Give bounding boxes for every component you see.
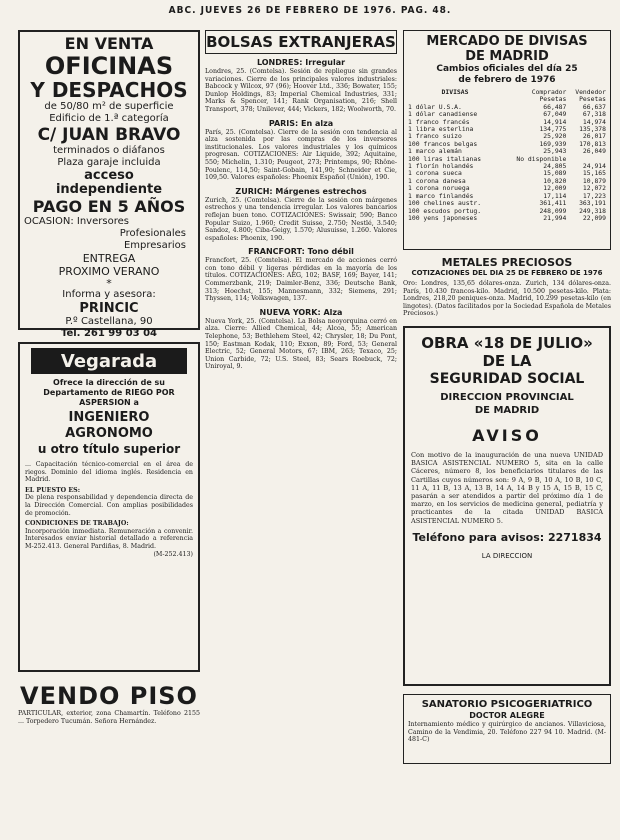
divisa-vendedor: 67,318 bbox=[582, 110, 606, 119]
section-text: Nueva York, 25. (Comtelsa). La Bolsa neoyorquina cerró en alza. Cierre: Allied Chemical, 44; Alcoa, 55; American Telephone, 53; Bethlehem Steel, 42; Chrysler, 18; Du Pont, 150; Eastman Kodak, 110; Exxon, 89; Ford, 53; General Electric, 52; General Motors, 67; IBM, 263; Texaco, 25; Union Carbide, 72; U.S. Steel, 83; Sears Roebuck, 72; Uniroyal, 9. bbox=[205, 317, 397, 371]
bolsas-title-box bbox=[205, 30, 397, 54]
divisa-vendedor: 26,017 bbox=[582, 132, 606, 141]
divisa-name: 100 liras italianas bbox=[408, 154, 482, 163]
vendo-title: VENDO PISO bbox=[20, 682, 198, 710]
venta-line-7: terminados o diáfanos bbox=[53, 145, 165, 156]
col-header-divisas: DIVISAS bbox=[441, 88, 469, 96]
metales-title: METALES PRECIOSOS bbox=[441, 256, 573, 269]
divisa-name: 1 corona noruega bbox=[408, 184, 470, 193]
divisa-vendedor: 363,191 bbox=[579, 199, 606, 208]
ad-vendo-piso bbox=[18, 682, 200, 725]
section-head: ZURICH: Márgenes estrechos bbox=[235, 186, 367, 196]
ad-sanatorio bbox=[403, 694, 611, 764]
column-right bbox=[403, 30, 611, 835]
divisa-comprador: 248,099 bbox=[539, 206, 567, 215]
divisa-name: 100 escudos portug. bbox=[408, 206, 482, 215]
obra-text: Con motivo de la inauguración de una nueva UNIDAD BASICA ASISTENCIAL NUMERO 5, sita en la calle Cáceres, número 8, los beneficiarios titulares de las Cartillas cuyos números son: 9 A, 9 B, 10 A, 10 B, 10 C, 11 A, 11 B, 13 A, 13 B, 14 A, 14 B y 15 A, 15 B, 15 C, pasarán a ser atendidos a partir del próximo día 1 de marzo, en los servicios de medicina general, pediatría y practicantes de la citada UNIDAD BASICA ASISTENCIAL NUMERO 5. bbox=[411, 450, 603, 525]
divisa-name: 1 franco francés bbox=[408, 117, 470, 126]
divisa-comprador: 17,114 bbox=[543, 191, 567, 200]
divisa-vendedor: 135,378 bbox=[579, 125, 606, 134]
section-head: PARIS: En alza bbox=[268, 118, 334, 128]
venta-line-16: PROXIMO VERANO bbox=[58, 265, 160, 278]
venta-line-11: PAGO EN 5 AÑOS bbox=[32, 197, 186, 216]
venta-line-14: Empresarios bbox=[123, 240, 186, 251]
col-header-vendedor: Vendedor bbox=[575, 88, 606, 96]
venta-line-12: OCASION: Inversores bbox=[24, 216, 129, 227]
venta-line-2: OFICINAS bbox=[44, 52, 174, 80]
divisa-name: 1 franco suizo bbox=[408, 132, 462, 141]
bolsa-section-paris bbox=[205, 119, 397, 182]
divisa-name: 1 corona sueca bbox=[408, 169, 462, 178]
vegarada-body-1: ... Capacitación técnico-comercial en el área de riegos. Dominio del idioma inglés. Residencia en Madrid. bbox=[25, 461, 193, 484]
venta-line-13: Profesionales bbox=[119, 228, 186, 239]
divisa-comprador: 12,009 bbox=[543, 184, 567, 193]
obra-firma: LA DIRECCION bbox=[481, 551, 533, 560]
obra-telefono: Teléfono para avisos: 2271834 bbox=[412, 530, 602, 544]
divisa-vendedor: 14,974 bbox=[582, 117, 606, 126]
ad-obra-18-julio bbox=[403, 326, 611, 686]
vegarada-logo-text: Vegarada bbox=[60, 350, 158, 372]
sanatorio-title: SANATORIO PSICOGERIATRICO bbox=[421, 698, 593, 710]
divisa-vendedor: 170,813 bbox=[579, 139, 606, 148]
bolsas-title: BOLSAS EXTRANJERAS bbox=[206, 33, 396, 51]
divisa-name: 100 francos belgas bbox=[408, 139, 478, 148]
divisas-sub-2: de febrero de 1976 bbox=[458, 75, 556, 85]
section-head: FRANCFORT: Tono débil bbox=[248, 247, 354, 257]
obra-line-5: DE MADRID bbox=[474, 404, 540, 416]
metales-text: Oro: Londres, 135,65 dólares-onza. Zurich, 134 dólares-onza. París, 10.430 francos-kilo. Madrid, 10.500 pesetas-kilo. Plata: Londres, 218,20 peniques-onza. Madrid, 10.299 pesetas-kilo (en lingotes). (Datos facilitados por la Sociedad Española de Metales Preciosos.) bbox=[403, 280, 611, 318]
divisa-comprador: 25,920 bbox=[543, 132, 567, 141]
section-text: París, 25. (Comtelsa). Cierre de la sesión con tendencia al alza sostenida por las compras de los inversores institucionales. Los valores industriales y los químicos progresan. COTIZACIONES: Air Liquide, 392; Aquitaine, 550; Michelin, 1.310; Peugeot, 273; Printemps, 90; Rhône-Poulenc, 114,50; Saint-Gobain, 141,90; Schneider et Cie, 109,50. Valores españoles: Phoenix Español (Unión), 190. bbox=[205, 128, 397, 182]
divisa-name: 1 dólar U.S.A. bbox=[408, 102, 462, 111]
divisa-comprador: 21,994 bbox=[543, 213, 567, 222]
divisa-name: 1 marco alemán bbox=[408, 147, 462, 156]
divisa-comprador: 15,089 bbox=[543, 169, 567, 178]
obra-aviso: AVISO bbox=[472, 425, 542, 445]
venta-line-3: Y DESPACHOS bbox=[30, 78, 188, 102]
col-header-comprador: Comprador bbox=[531, 88, 567, 96]
divisa-vendedor: 10,879 bbox=[582, 176, 606, 185]
venta-line-1: EN VENTA bbox=[64, 34, 154, 53]
venta-line-20: P.º Castellana, 90 bbox=[65, 316, 153, 327]
ad-vegarada bbox=[18, 342, 200, 672]
vegarada-body-3: Incorporación inmediata. Remuneración a convenir. Interesados enviar historial detallado a referencia M-252.413. General Pardiñas, 8. Madrid. bbox=[25, 527, 193, 550]
section-text: Zurich, 25. (Comtelsa). Cierre de la sesión con márgenes estrechos y una tendencia irregular. Los valores bancarios reflejan buen tono. COTIZACIONES: Swissair, 590; Banco Popular Suizo, 1.960; Credit Suisse, 2.750; Nestlé, 3.540; Sandoz, 4.800; Ciba-Geigy, 1.570; Alusuisse, 1.260. Valores españoles: Phoenix, 190. bbox=[205, 196, 397, 242]
section-head: LONDRES: Irregular bbox=[256, 58, 346, 67]
divisa-comprador: 25,943 bbox=[543, 147, 567, 156]
divisa-name: 100 yens japoneses bbox=[408, 213, 478, 222]
venta-line-8: Plaza garaje incluida bbox=[57, 157, 161, 168]
divisa-name: 1 corona danesa bbox=[408, 176, 466, 185]
vegarada-puesto-label: EL PUESTO ES: bbox=[25, 486, 81, 494]
bolsa-section-londres bbox=[205, 58, 397, 114]
divisa-vendedor: 22,099 bbox=[582, 213, 606, 222]
column-left bbox=[18, 30, 200, 835]
vegarada-body-2: De plena responsabilidad y dependencia directa de la Dirección Comercial. Con amplias posibilidades de promoción. bbox=[25, 494, 193, 517]
venta-line-15: ENTREGA bbox=[82, 252, 136, 265]
bolsa-section-zurich bbox=[205, 187, 397, 243]
venta-line-5: Edificio de 1.ª categoría bbox=[49, 113, 169, 124]
section-head: NUEVA YORK: Alza bbox=[259, 307, 343, 317]
unit-vendedor: Pesetas bbox=[579, 95, 606, 104]
venta-line-6: C/ JUAN BRAVO bbox=[37, 125, 181, 145]
divisa-comprador: 67,049 bbox=[543, 110, 567, 119]
divisa-name: 100 chelines austr. bbox=[408, 199, 482, 208]
divisa-vendedor: 26,049 bbox=[582, 147, 606, 156]
venta-line-18: Informa y asesora: bbox=[62, 289, 156, 300]
divisas-table bbox=[408, 89, 606, 222]
divisa-name: 1 dólar canadiense bbox=[408, 110, 478, 119]
column-bolsas bbox=[205, 30, 397, 835]
vendo-text: PARTICULAR, exterior, zona Chamartín. Teléfono 2155 ... Torpedero Tucumán. Señora Hernández. bbox=[18, 710, 200, 725]
vegarada-title: INGENIERO AGRONOMO bbox=[65, 410, 153, 441]
page-header: ABC. JUEVES 26 DE FEBRERO DE 1976. PAG. 48. bbox=[168, 5, 452, 16]
obra-line-2: DE LA bbox=[482, 351, 532, 370]
divisa-comprador: 169,939 bbox=[539, 139, 567, 148]
divisa-comprador: 361,411 bbox=[539, 199, 567, 208]
divisa-vendedor: 17,223 bbox=[582, 191, 606, 200]
divisas-sub-1: Cambios oficiales del día 25 bbox=[436, 64, 578, 74]
venta-line-19: PRINCIC bbox=[79, 301, 139, 316]
venta-line-17: * bbox=[106, 277, 112, 290]
divisa-vendedor: 12,072 bbox=[582, 184, 606, 193]
bolsa-section-francfort bbox=[205, 247, 397, 303]
ad-en-venta bbox=[18, 30, 200, 339]
sanatorio-text: Internamiento médico y quirúrgico de ancianos. Villaviciosa, Camino de la Vendimia, 20. Teléfono 227 94 10. Madrid. (M-481-C) bbox=[408, 720, 606, 744]
venta-line-4: de 50/80 m² de superficie bbox=[44, 101, 174, 112]
divisa-vendedor: 15,165 bbox=[582, 169, 606, 178]
divisas-title-2: DE MADRID bbox=[465, 49, 549, 64]
metales-preciosos bbox=[403, 256, 611, 318]
venta-line-21: Tel. 261 99 03 04 bbox=[60, 328, 158, 339]
bolsa-section-nueva-york bbox=[205, 308, 397, 371]
metales-sub: COTIZACIONES DEL DIA 25 DE FEBRERO DE 1976 bbox=[411, 269, 603, 277]
vegarada-subtitle: u otro título superior bbox=[37, 442, 181, 456]
sanatorio-sub: DOCTOR ALEGRE bbox=[469, 710, 545, 720]
divisa-vendedor: 249,318 bbox=[579, 206, 606, 215]
vegarada-condiciones-label: CONDICIONES DE TRABAJO: bbox=[25, 520, 129, 528]
divisa-name: 1 libra esterlina bbox=[408, 125, 474, 134]
divisas-title-1: MERCADO DE DIVISAS bbox=[426, 34, 588, 49]
venta-line-10: independiente bbox=[55, 182, 163, 197]
divisas-box bbox=[403, 30, 611, 250]
divisa-comprador: 66,487 bbox=[543, 102, 567, 111]
divisa-comprador: 24,805 bbox=[543, 162, 567, 171]
unit-comprador: Pesetas bbox=[539, 95, 567, 104]
vegarada-ref: (M-252.413) bbox=[153, 550, 193, 558]
divisa-name: 1 marco finlandés bbox=[408, 191, 474, 200]
section-text: Londres, 25. (Comtelsa). Sesión de repliegue sin grandes variaciones. Cierre de los principales valores industriales: Babcock y Wilcox, 97 (96); Hoover Ltd., 336; Bowater, 155; Dunlop Holdings, 83; Imperial Chemical Industries, 331; Marks & Spencer, 141; Rank Organisation, 216; Shell Transport, 378; Unilever, 444; Vickers, 182; Woolworth, 70. bbox=[205, 68, 397, 113]
section-text: Francfort, 25. (Comtelsa). El mercado de acciones cerró con tono débil y ligeras pérdidas en la mayoría de los títulos. COTIZACIONES: AEG, 102; BASF, 169; Bayer, 141; Commerzbank, 219; Daimler-Benz, 336; Deutsche Bank, 313; Hoechst, 155; Mannesmann, 332; Siemens, 291; Thyssen, 114; Volkswagen, 137. bbox=[205, 257, 397, 303]
divisa-row bbox=[408, 215, 606, 222]
obra-line-3: SEGURIDAD SOCIAL bbox=[429, 370, 585, 387]
divisa-name: 1 florín holandés bbox=[408, 162, 474, 171]
divisa-vendedor: 66,637 bbox=[582, 102, 606, 111]
venta-line-9: acceso bbox=[84, 168, 134, 183]
divisa-comprador: 10,820 bbox=[543, 176, 567, 185]
vegarada-intro: Ofrece la dirección de su Departamento de RIEGO POR ASPERSION a bbox=[43, 378, 175, 407]
divisa-comprador: No disponible bbox=[516, 154, 567, 163]
vegarada-logo bbox=[31, 348, 187, 374]
divisa-comprador: 14,914 bbox=[543, 117, 567, 126]
divisa-comprador: 134,775 bbox=[539, 125, 567, 134]
obra-line-4: DIRECCION PROVINCIAL bbox=[440, 391, 574, 403]
obra-line-1: OBRA «18 DE JULIO» bbox=[421, 333, 593, 352]
divisa-vendedor: 24,914 bbox=[582, 162, 606, 171]
